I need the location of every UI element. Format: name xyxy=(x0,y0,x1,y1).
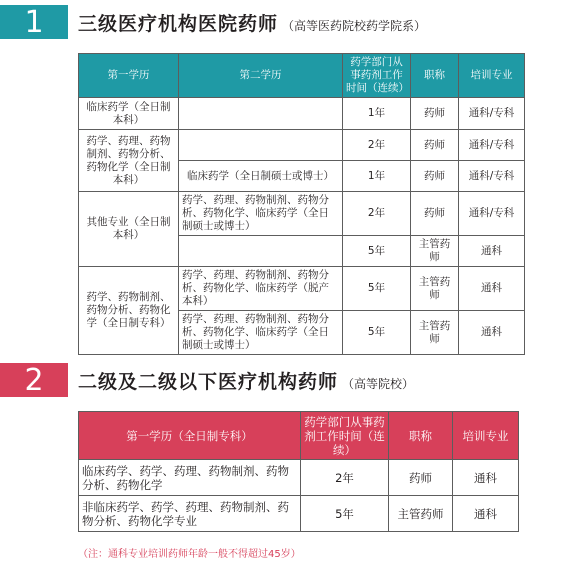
footnote: （注：通科专业培训药师年龄一般不得超过45岁） xyxy=(78,549,301,560)
years-cell: 2年 xyxy=(343,192,411,236)
years-cell: 5年 xyxy=(343,267,411,311)
header-cell: 药学部门从事药剂工作时间（连续） xyxy=(301,412,389,460)
section-2-number: 2 xyxy=(0,363,68,397)
section-1-title-text: 三级医疗机构医院药师 xyxy=(78,12,279,35)
first-degree-cell: 其他专业（全日制本科） xyxy=(79,192,179,267)
header-cell: 培训专业 xyxy=(453,412,519,460)
first-degree-cell: 非临床药学、药学、药理、药物制剂、药物分析、药物化学专业 xyxy=(79,496,301,532)
header-cell: 培训专业 xyxy=(459,54,525,98)
first-degree-cell: 临床药学（全日制本科） xyxy=(79,98,179,130)
header-cell: 职称 xyxy=(389,412,453,460)
section-2-table xyxy=(78,411,519,532)
second-degree-cell: 药学、药理、药物制剂、药物分析、药物化学、临床药学（脱产本科） xyxy=(179,267,343,311)
section-2-title-text: 二级及二级以下医疗机构药师 xyxy=(78,370,339,393)
table-row xyxy=(79,496,519,532)
years-cell: 2年 xyxy=(343,130,411,161)
specialty-cell: 通科 xyxy=(453,496,519,532)
specialty-cell: 通科 xyxy=(459,267,525,311)
section-1-header xyxy=(0,5,426,39)
title-cell: 主管药师 xyxy=(389,496,453,532)
second-degree-cell xyxy=(179,98,343,130)
title-cell: 药师 xyxy=(389,460,453,496)
specialty-cell: 通科/专科 xyxy=(459,98,525,130)
years-cell: 5年 xyxy=(343,311,411,355)
years-cell: 5年 xyxy=(301,496,389,532)
specialty-cell: 通科/专科 xyxy=(459,161,525,192)
first-degree-cell: 药学、药物制剂、药物分析、药物化学（全日制专科） xyxy=(79,267,179,355)
specialty-cell: 通科 xyxy=(459,236,525,267)
specialty-cell: 通科 xyxy=(453,460,519,496)
second-degree-cell: 药学、药理、药物制剂、药物分析、药物化学、临床药学（全日制硕士或博士） xyxy=(179,192,343,236)
header-cell: 第一学历 xyxy=(79,54,179,98)
second-degree-cell xyxy=(179,236,343,267)
table-row xyxy=(79,98,525,130)
header-cell: 药学部门从事药剂工作时间（连续） xyxy=(343,54,411,98)
header-cell: 第二学历 xyxy=(179,54,343,98)
specialty-cell: 通科/专科 xyxy=(459,192,525,236)
table-header-row xyxy=(79,54,525,98)
table-row xyxy=(79,460,519,496)
section-1-title xyxy=(78,9,426,36)
title-cell: 主管药师 xyxy=(411,311,459,355)
second-degree-cell: 药学、药理、药物制剂、药物分析、药物化学、临床药学（全日制硕士或博士） xyxy=(179,311,343,355)
header-cell: 第一学历（全日制专科） xyxy=(79,412,301,460)
section-1-subtitle: （高等医药院校药学院系） xyxy=(282,18,427,33)
title-cell: 药师 xyxy=(411,130,459,161)
years-cell: 1年 xyxy=(343,98,411,130)
section-2-header xyxy=(0,363,414,397)
section-1-table xyxy=(78,53,525,355)
specialty-cell: 通科 xyxy=(459,311,525,355)
second-degree-cell: 临床药学（全日制硕士或博士） xyxy=(179,161,343,192)
section-1-number: 1 xyxy=(0,5,68,39)
first-degree-cell: 临床药学、药学、药理、药物制剂、药物分析、药物化学 xyxy=(79,460,301,496)
first-degree-cell: 药学、药理、药物制剂、药物分析、药物化学（全日制本科） xyxy=(79,130,179,192)
table-header-row xyxy=(79,412,519,460)
table-row xyxy=(79,267,525,311)
section-2-subtitle: （高等院校） xyxy=(342,376,415,391)
title-cell: 药师 xyxy=(411,98,459,130)
title-cell: 药师 xyxy=(411,192,459,236)
second-degree-cell xyxy=(179,130,343,161)
years-cell: 1年 xyxy=(343,161,411,192)
specialty-cell: 通科/专科 xyxy=(459,130,525,161)
table-row xyxy=(79,130,525,161)
table-row xyxy=(79,192,525,236)
section-2-title xyxy=(78,367,414,394)
title-cell: 主管药师 xyxy=(411,236,459,267)
title-cell: 药师 xyxy=(411,161,459,192)
years-cell: 5年 xyxy=(343,236,411,267)
title-cell: 主管药师 xyxy=(411,267,459,311)
years-cell: 2年 xyxy=(301,460,389,496)
header-cell: 职称 xyxy=(411,54,459,98)
